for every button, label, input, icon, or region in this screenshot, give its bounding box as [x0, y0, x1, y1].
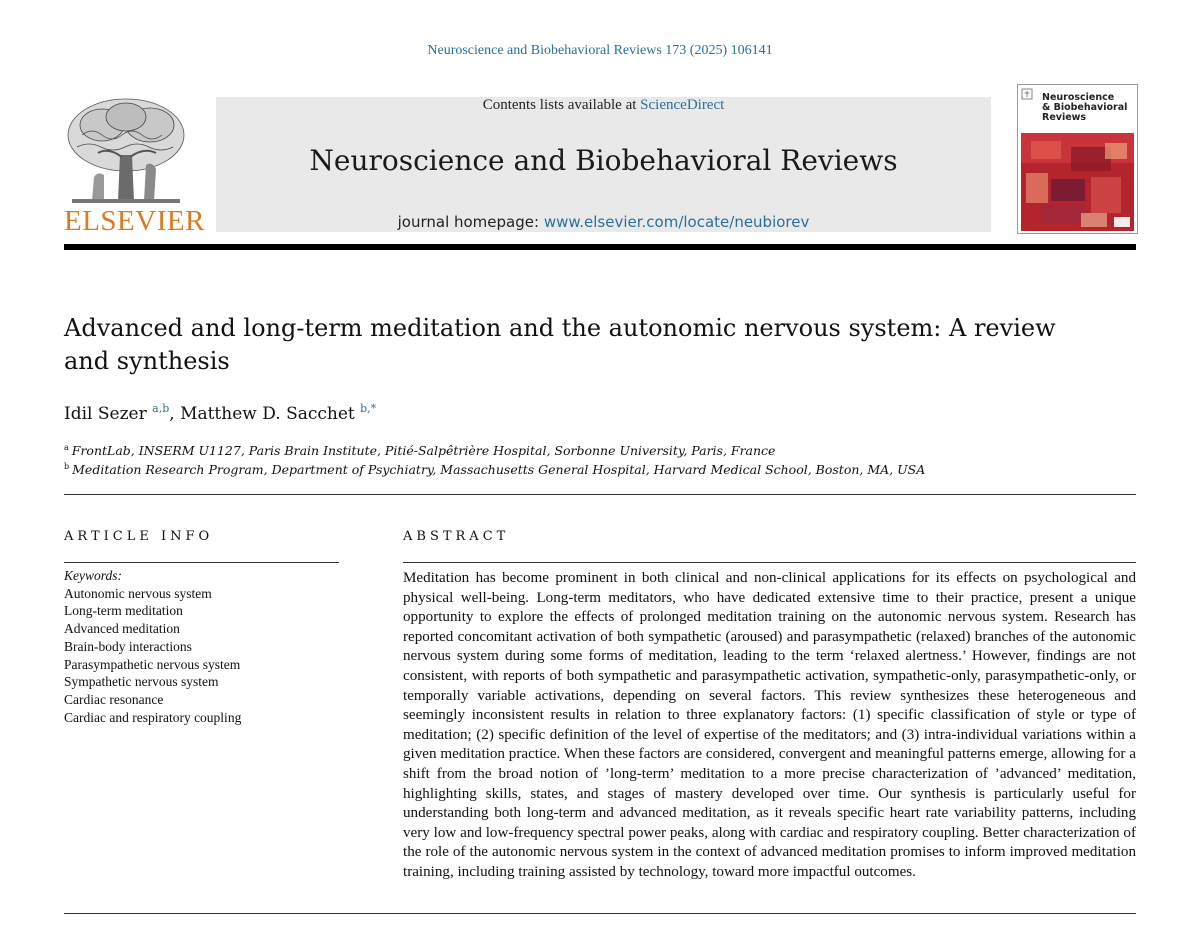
keyword-item[interactable]: Long-term meditation	[64, 603, 183, 619]
sciencedirect-link[interactable]: ScienceDirect	[640, 97, 725, 113]
section-divider	[64, 494, 1136, 495]
author-list	[64, 402, 376, 424]
author-name[interactable]: Idil Sezer	[64, 404, 147, 424]
homepage-line	[216, 213, 991, 231]
citation-line[interactable]: Neuroscience and Biobehavioral Reviews 173 (2025) 106141	[427, 43, 773, 58]
elsevier-logo[interactable]: ELSEVIER	[64, 205, 205, 237]
contents-prefix: Contents lists available at	[482, 97, 641, 113]
author-separator: ,	[169, 404, 181, 424]
cover-title-line: Reviews	[1042, 112, 1087, 123]
affiliation-b	[64, 462, 925, 477]
abstract-text: Meditation has become prominent in both clinical and non-clinical applications for its effects on psychological and physical well-being. Long-term meditators, who have dedicated extensive time to their practice, present a unique opportunity to explore the effects of prolonged meditation training on the autonomic nervous system. Research has reported concomitant activation of both sympathetic (aroused) and parasympathetic (relaxed) branches of the autonomic nervous system during some forms of meditation, leading to the term ‘relaxed alertness.’ However, findings are not consistent, with reports of both sympathetic and parasympathetic activation, sympathetic-only, parasympathetic-only, or temporally variable activations, depending on several factors. This review synthesizes these heterogeneous and seemingly inconsistent results in relation to three explanatory factors: (1) specific classification of style or type of meditation; (2) specific definition of the level of expertise of the meditators; and (3) intra-individual variations within a given meditation practice. When these factors are considered, convergent and meaningful patterns emerge, allowing for a shift from the broad notion of ’long-term’ meditation to a more precise characterization of ’advanced’ meditation, highlighting skills, states, and stages of mastery developed over time. Our synthesis is particularly useful for understanding both long-term and advanced meditation, as it reveals specific heart rate variability patterns, including very low and low-frequency spectral power peaks, along with cardiac and respiratory coupling. Better characterization of the role of the autonomic nervous system in the context of advanced meditation promises to inform improved meditation training, including training assisted by technology, toward more impactful outcomes.	[403, 570, 1136, 880]
contents-line	[216, 97, 991, 114]
affiliation-text: FrontLab, INSERM U1127, Paris Brain Institute, Pitié-Salpêtrière Hospital, Sorbonne University, Paris, France	[71, 443, 776, 458]
header-divider	[64, 244, 1136, 250]
cover-title-line: Neuroscience	[1042, 92, 1115, 103]
cover-title	[1042, 93, 1136, 123]
author-name[interactable]: Matthew D. Sacchet	[180, 404, 355, 424]
author-affiliation-mark[interactable]: b,*	[360, 402, 377, 415]
keyword-item[interactable]: Sympathetic nervous system	[64, 674, 219, 690]
affiliation-a	[64, 443, 775, 458]
article-info-heading: ARTICLE INFO	[64, 529, 214, 544]
keywords-label: Keywords:	[64, 568, 122, 583]
affiliation-mark: a	[64, 443, 69, 452]
cover-elsevier-icon	[1021, 88, 1035, 102]
journal-homepage-link[interactable]: www.elsevier.com/locate/neubiorev	[543, 213, 810, 231]
cover-artwork	[1021, 133, 1134, 231]
keyword-item[interactable]: Parasympathetic nervous system	[64, 656, 241, 672]
affiliation-text: Meditation Research Program, Department of Psychiatry, Massachusetts General Hospital, Harvard Medical School, Boston, MA, USA	[72, 462, 926, 477]
article-info-divider	[64, 562, 339, 563]
author-affiliation-mark[interactable]: a,b	[152, 402, 170, 415]
keyword-item[interactable]: Cardiac resonance	[64, 691, 164, 707]
keyword-item[interactable]: Autonomic nervous system	[64, 585, 212, 601]
journal-masthead	[216, 97, 991, 232]
keyword-item[interactable]: Advanced meditation	[64, 621, 180, 637]
journal-cover[interactable]	[1017, 84, 1138, 234]
keyword-item[interactable]: Cardiac and respiratory coupling	[64, 709, 242, 725]
article-title: Advanced and long-term meditation and the autonomic nervous system: A review and synthesis	[64, 314, 1056, 375]
abstract-divider	[403, 562, 1136, 563]
homepage-prefix: journal homepage:	[397, 213, 544, 231]
cover-title-line: & Biobehavioral	[1042, 102, 1128, 113]
keywords-list	[64, 567, 241, 726]
journal-title: Neuroscience and Biobehavioral Reviews	[309, 144, 898, 177]
keyword-item[interactable]: Brain-body interactions	[64, 638, 192, 654]
affiliation-mark: b	[64, 462, 70, 471]
footer-divider	[64, 913, 1136, 914]
abstract-heading: ABSTRACT	[403, 529, 510, 544]
